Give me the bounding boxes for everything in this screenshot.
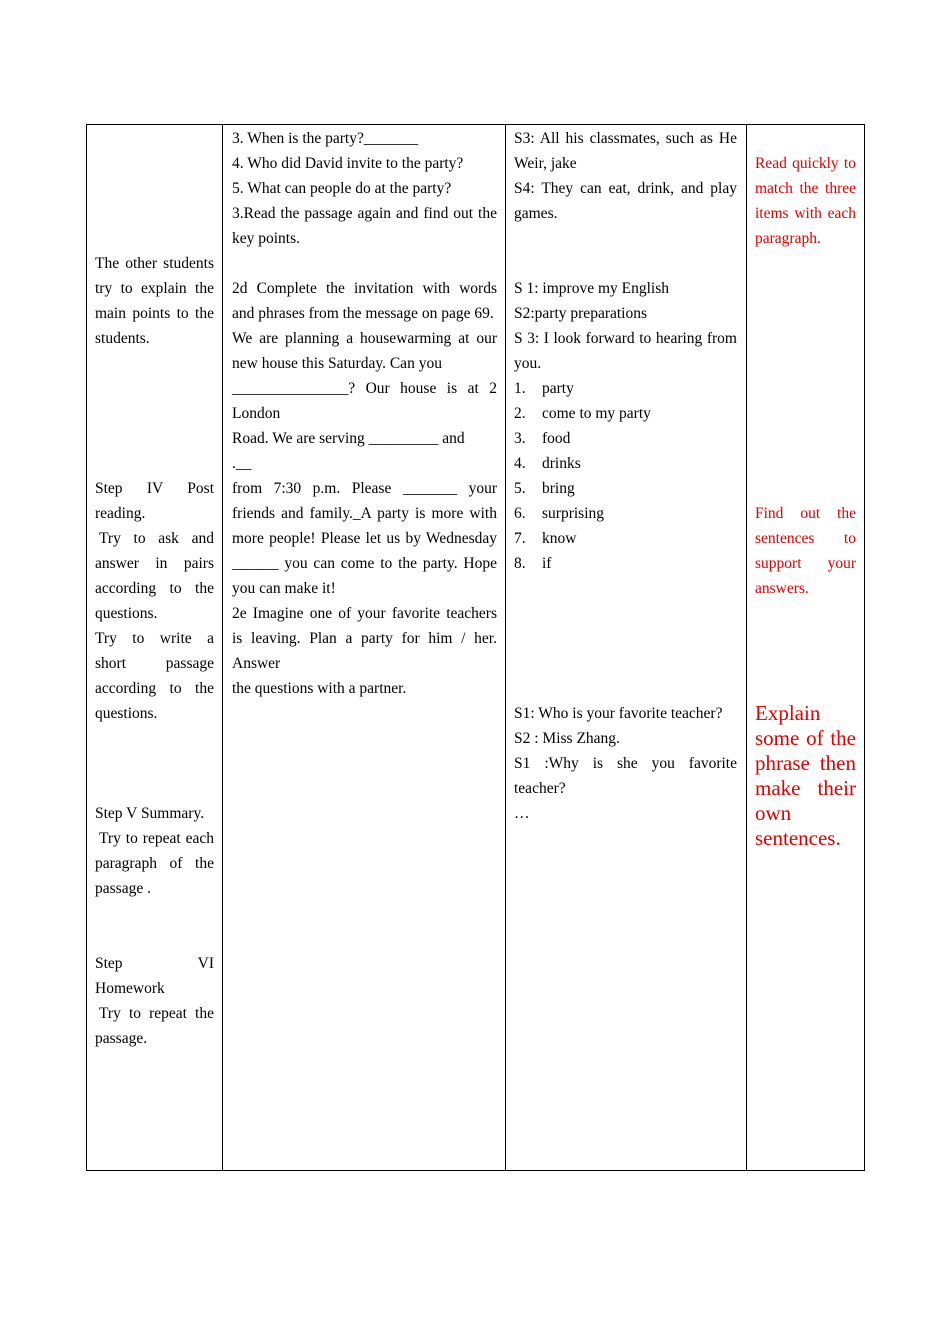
step5-repeat: Try to repeat each paragraph of the passage . [95, 830, 214, 897]
invitation-line-2: _______________? Our house is at 2 London [232, 380, 497, 422]
keypoint-1: S 1: improve my English [514, 280, 669, 297]
column-divider [746, 124, 747, 1171]
list-item: 6. surprising [514, 505, 604, 522]
question-5: 5. What can people do at the party? [232, 180, 452, 197]
list-item: 1. party [514, 380, 574, 397]
answer-list [514, 376, 737, 576]
column-divider [505, 124, 506, 1171]
notes-column [755, 126, 856, 851]
answer-s3: S3: All his classmates, such as He Weir, jake [514, 130, 737, 172]
list-item: 2. come to my party [514, 405, 651, 422]
invitation-line-4: from 7:30 p.m. Please _______ your friends and family._A party is more with more people! Please let us by Wednesday ______ you can come to the party. Hope you can make it! [232, 480, 497, 597]
activity-explain: The other students try to explain the main points to the students. [95, 255, 214, 347]
column-divider [222, 124, 223, 1171]
question-4: 4. Who did David invite to the party? [232, 155, 464, 172]
list-item: 8. if [514, 555, 552, 572]
step4-pairs: Try to ask and answer in pairs according to the questions. [95, 530, 214, 622]
content-column [232, 126, 497, 701]
dialogue-2: S2 : Miss Zhang. [514, 730, 620, 747]
keypoint-3: S 3: I look forward to hearing from you. [514, 330, 737, 372]
answers-column [514, 126, 737, 826]
question-3: 3. When is the party?_______ [232, 130, 419, 147]
step6-title: Step VI Homework [95, 955, 214, 997]
list-item: 3. food [514, 430, 571, 447]
note-find-sentences: Find out the sentences to support your answers. [755, 505, 856, 597]
dialogue-1: S1: Who is your favorite teacher? [514, 705, 723, 722]
answer-s4: S4: They can eat, drink, and play games. [514, 180, 737, 222]
step5-title: Step V Summary. [95, 805, 205, 822]
invitation-line-3b: .__ [232, 455, 252, 472]
task-2e: 2e Imagine one of your favorite teachers is leaving. Plan a party for him / her. Answer [232, 605, 497, 672]
keypoint-2: S2:party preparations [514, 305, 648, 322]
note-read-quickly: Read quickly to match the three items with each paragraph. [755, 155, 856, 247]
task-2e-partner: the questions with a partner. [232, 680, 407, 697]
student-activity-column [95, 126, 214, 1051]
invitation-line-3: Road. We are serving _________ and [232, 430, 465, 447]
step6-homework: Try to repeat the passage. [95, 1005, 214, 1047]
step4-title: Step IV Post reading. [95, 480, 214, 522]
dialogue-3: S1 :Why is she you favorite teacher? [514, 755, 737, 797]
list-item: 5. bring [514, 480, 575, 497]
task-read-again: 3.Read the passage again and find out the key points. [232, 205, 497, 247]
step4-write: Try to write a short passage according to the questions. [95, 630, 214, 722]
task-2d: 2d Complete the invitation with words and phrases from the message on page 69. [232, 280, 497, 322]
list-item: 7. know [514, 530, 577, 547]
dialogue-ellipsis: … [514, 805, 530, 822]
list-item: 4. drinks [514, 455, 581, 472]
invitation-line-1: We are planning a housewarming at our new house this Saturday. Can you [232, 330, 497, 372]
note-explain-phrase: Explain some of the phrase then make their own sentences. [755, 701, 856, 850]
